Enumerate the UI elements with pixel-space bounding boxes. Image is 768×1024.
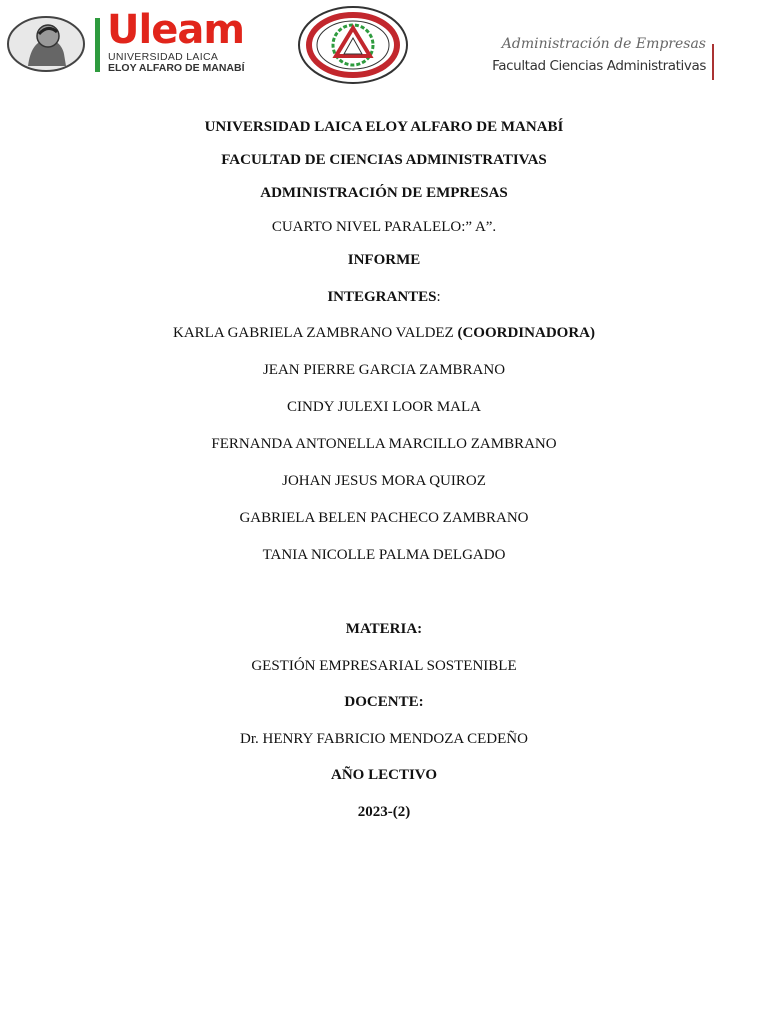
member-item: JOHAN JESUS MORA QUIROZ bbox=[282, 473, 486, 489]
faculty-logo-bar bbox=[712, 44, 714, 80]
member-item: JEAN PIERRE GARCIA ZAMBRANO bbox=[262, 362, 506, 378]
uleam-logo-subtitle-2: ELOY ALFARO DE MANABÍ bbox=[108, 62, 245, 74]
year-heading: AÑO LECTIVO bbox=[331, 767, 437, 783]
coordinator-name: KARLA GABRIELA ZAMBRANO VALDEZ bbox=[173, 325, 458, 341]
report-title: INFORME bbox=[347, 252, 421, 268]
coordinator-role: (COORDINADORA) bbox=[457, 325, 595, 341]
members-heading-label: INTEGRANTES bbox=[327, 289, 437, 305]
members-heading bbox=[0, 288, 768, 306]
teacher-heading: DOCENTE: bbox=[344, 694, 424, 710]
uleam-logo-word: Uleam bbox=[107, 7, 244, 53]
members-heading-colon: : bbox=[436, 289, 441, 305]
level-parallel: CUARTO NIVEL PARALELO:” A”. bbox=[271, 219, 497, 235]
member-item: GABRIELA BELEN PACHECO ZAMBRANO bbox=[239, 510, 529, 526]
uleam-logo-subtitle: UNIVERSIDAD LAICA bbox=[108, 51, 219, 63]
founder-portrait-logo bbox=[6, 14, 86, 74]
subject-value: GESTIÓN EMPRESARIAL SOSTENIBLE bbox=[251, 658, 517, 674]
career-name: ADMINISTRACIÓN DE EMPRESAS bbox=[260, 185, 508, 201]
uleam-logo bbox=[95, 7, 290, 74]
faculty-seal-logo bbox=[296, 4, 410, 86]
faculty-admin-logo bbox=[492, 36, 714, 82]
member-item: TANIA NICOLLE PALMA DELGADO bbox=[262, 547, 506, 563]
coordinator-line bbox=[0, 324, 768, 342]
year-value: 2023-(2) bbox=[357, 804, 411, 820]
teacher-value: Dr. HENRY FABRICIO MENDOZA CEDEÑO bbox=[240, 731, 528, 747]
header-logos bbox=[0, 0, 768, 90]
faculty-logo-script: Administración de Empresas bbox=[501, 36, 706, 52]
member-item: CINDY JULEXI LOOR MALA bbox=[286, 399, 481, 415]
faculty-name: FACULTAD DE CIENCIAS ADMINISTRATIVAS bbox=[221, 152, 547, 168]
member-item: FERNANDA ANTONELLA MARCILLO ZAMBRANO bbox=[211, 436, 557, 452]
uleam-logo-bar bbox=[95, 18, 100, 72]
faculty-logo-name: Facultad Ciencias Administrativas bbox=[492, 58, 706, 74]
subject-heading: MATERIA: bbox=[345, 621, 423, 637]
university-name: UNIVERSIDAD LAICA ELOY ALFARO DE MANABÍ bbox=[204, 119, 564, 135]
